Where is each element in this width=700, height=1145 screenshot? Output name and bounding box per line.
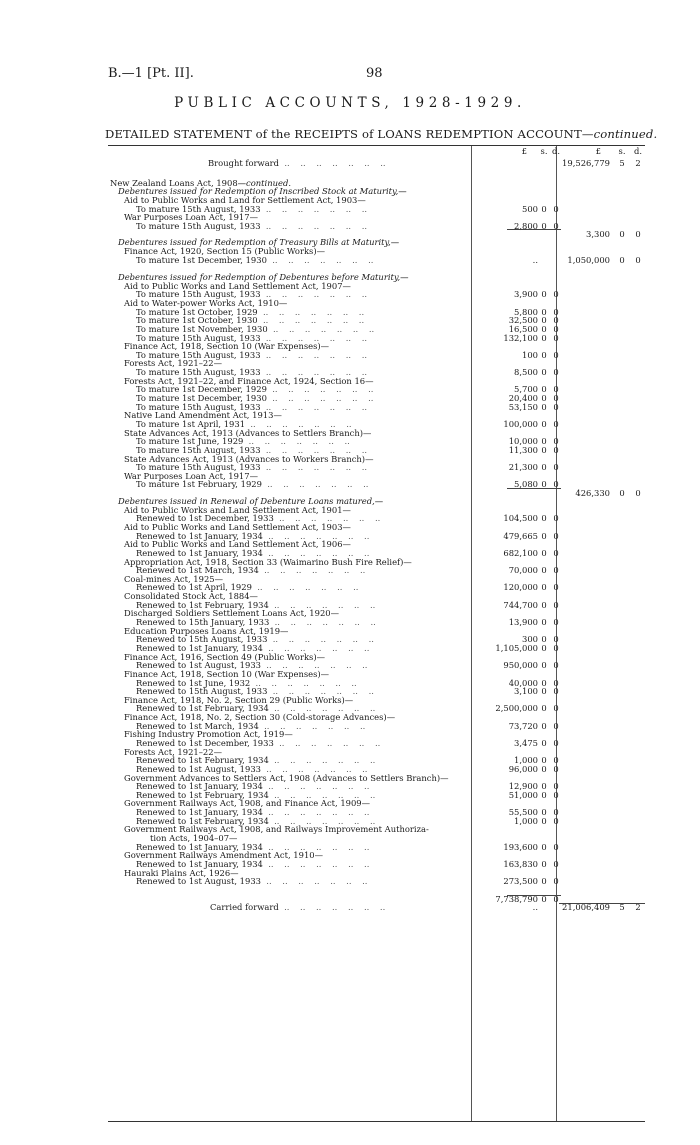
- amount-shillings: 0: [541, 306, 547, 317]
- amount-pence: 0: [553, 384, 559, 395]
- leader-dots: .. .. .. .. .. .. ..: [250, 677, 357, 688]
- row-label: Renewed to 1st January, 1934 .. .. .. .. .. .. ..: [136, 781, 370, 792]
- amount-shillings: 0: [541, 763, 547, 774]
- amount-pounds: 3,475: [514, 738, 538, 748]
- amount-shillings: 0: [541, 401, 547, 412]
- amount-pence: 0: [553, 677, 559, 688]
- amount-shillings: 0: [541, 289, 547, 300]
- amount-pence: 0: [553, 789, 559, 800]
- amount-pounds: 193,600: [503, 841, 538, 852]
- total-shillings: 0: [619, 229, 625, 240]
- leader-dots: .. .. .. .. .. .. ..: [267, 323, 375, 334]
- amount-shillings: 0: [541, 220, 547, 231]
- total-pence: 2: [635, 902, 641, 913]
- amount-shillings: 0: [541, 332, 547, 343]
- amount-pounds: 300: [522, 634, 538, 645]
- row-label: Aid to Public Works and Land Settlement Act, 1906—: [124, 539, 351, 550]
- amount-shillings: 0: [541, 893, 547, 904]
- leader-dots: .. .. .. .. .. .. ..: [279, 158, 386, 168]
- amount-pounds: 73,720: [508, 720, 538, 731]
- page-reference: B.—1 [Pt. II].: [108, 66, 194, 81]
- leader-dots: .. .. .. .. .. .. ..: [266, 384, 374, 395]
- row-label: Debentures issued for Redemption of Inscribed Stock at Maturity,—: [118, 186, 407, 197]
- leader-dots: .. .. .. .. .. .. ..: [278, 902, 386, 913]
- document-title: PUBLIC ACCOUNTS, 1928-1929.: [174, 95, 526, 111]
- leader-dots: .. .. .. .. .. .. ..: [251, 582, 359, 593]
- row-label: Renewed to 1st August, 1933 .. .. .. .. .. .. ..: [136, 660, 368, 671]
- leader-dots: .. .. .. .. .. .. ..: [273, 513, 381, 524]
- row-label: To mature 1st April, 1931 .. .. .. .. .. .. ..: [136, 418, 352, 429]
- amount-pence: 0: [553, 876, 559, 887]
- row-label: Debentures issued for Redemption of Treasury Bills at Maturity,—: [118, 237, 400, 248]
- amount-shillings: 0: [541, 720, 547, 731]
- amount-shillings: 0: [541, 203, 547, 214]
- amount-shillings: 0: [541, 781, 547, 792]
- amount-shillings: 0: [541, 807, 547, 818]
- leader-dots: .. .. .. .. .. .. ..: [260, 462, 368, 473]
- amount-shillings: 0: [541, 876, 547, 887]
- row-label: Aid to Water-power Works Act, 1910—: [124, 297, 288, 308]
- amount-pence: 0: [553, 781, 559, 792]
- amount-shillings: 0: [541, 789, 547, 800]
- col-pence-heading: d.: [633, 146, 643, 156]
- leader-dots: .. .. .. .. .. .. ..: [260, 349, 368, 360]
- amount-shillings: 0: [541, 815, 547, 826]
- amount-shillings: 0: [541, 315, 547, 326]
- row-label: Aid to Public Works and Land Settlement Act, 1903—: [124, 521, 351, 532]
- row-label: Debentures issued in Renewal of Debenture Loans matured,—: [118, 496, 384, 507]
- row-label: Renewed to 1st February, 1934 .. .. .. .. .. .. ..: [136, 815, 376, 826]
- total-pounds: 3,300: [586, 229, 610, 240]
- row-label: Native Land Amendment Act, 1913—: [124, 410, 282, 421]
- total-shillings: 5: [619, 158, 625, 168]
- amount-shillings: 0: [541, 565, 547, 576]
- amount-pounds: 21,300: [508, 462, 538, 473]
- amount-pounds: 273,500: [503, 876, 538, 887]
- amount-pence: 0: [553, 841, 559, 852]
- row-label: Aid to Public Works and Land Settlement Act, 1907—: [124, 280, 351, 291]
- leader-dots: .. .. .. .. .. .. ..: [268, 703, 376, 714]
- leader-dots: .. .. .. .. .. .. ..: [261, 479, 369, 490]
- row-label: To mature 1st February, 1929 .. .. .. .. .. .. ..: [136, 479, 369, 490]
- amount-pence: 0: [553, 686, 559, 697]
- row-label: Finance Act, 1920, Section 15 (Public Works)—: [124, 246, 325, 257]
- amount-shillings: 0: [541, 513, 547, 524]
- amount-pence: 0: [553, 617, 559, 628]
- total-pounds: 1,050,000: [567, 254, 610, 265]
- table-row: [110, 877, 645, 886]
- row-label: Renewed to 1st January, 1934 .. .. .. .. .. .. ..: [136, 858, 370, 869]
- amount-shillings: 0: [541, 686, 547, 697]
- amount-pence: 0: [553, 582, 559, 593]
- row-label: War Purposes Loan Act, 1917—: [124, 212, 258, 223]
- leader-dots: .. .. .. .. .. .. ..: [268, 599, 376, 610]
- total-pounds: 19,526,779: [562, 158, 610, 168]
- amount-pounds: 8,500: [514, 367, 538, 378]
- amount-pounds: 132,100: [503, 332, 538, 343]
- row-label: To mature 1st December, 1930 .. .. .. .. .. .. ..: [136, 393, 374, 404]
- leader-dots: .. .. .. .. .. .. ..: [257, 306, 365, 317]
- leader-dots: .. .. .. .. .. .. ..: [260, 763, 368, 774]
- amount-pounds: 20,400: [508, 393, 538, 404]
- leader-dots: .. .. .. .. .. .. ..: [267, 634, 374, 645]
- row-label: Consolidated Stock Act, 1884—: [124, 591, 258, 602]
- row-label: Hauraki Plains Act, 1926—: [124, 867, 239, 878]
- row-label: Renewed to 1st December, 1933 .. .. .. .. .. .. ..: [136, 738, 381, 748]
- row-label: Renewed to 1st April, 1929 .. .. .. .. .. .. ..: [136, 582, 359, 593]
- leader-dots: .. .. .. .. .. .. ..: [243, 436, 350, 447]
- leader-dots: .. .. .. .. .. .. ..: [262, 841, 370, 852]
- row-label: Brought forward .. .. .. .. .. .. ..: [208, 158, 386, 168]
- amount-pounds: 5,800: [514, 306, 538, 317]
- row-label: To mature 15th August, 1933 .. .. .. .. .. .. ..: [136, 401, 368, 412]
- amount-shillings: 0: [541, 444, 547, 455]
- amount-pence: 0: [553, 401, 559, 412]
- amount-pence: 0: [553, 315, 559, 326]
- amount-pounds: 1,105,000: [495, 642, 538, 653]
- row-label: To mature 1st December, 1929 .. .. .. .. .. .. ..: [136, 384, 374, 395]
- page-number: 98: [366, 66, 383, 81]
- amount-shillings: 0: [541, 393, 547, 404]
- amount-pounds: 500: [522, 203, 538, 214]
- act-name: New Zealand Loans Act, 1908: [110, 177, 238, 188]
- leader-dots: .. .. .. .. .. .. ..: [260, 660, 368, 671]
- leader-dots: .. .. .. .. .. .. ..: [268, 755, 376, 766]
- row-label: Renewed to 1st June, 1932 .. .. .. .. .. .. ..: [136, 677, 357, 688]
- leader-dots: .. .. .. .. .. .. ..: [268, 815, 376, 826]
- amount-pounds: 104,500: [503, 513, 538, 524]
- row-label: Renewed to 1st January, 1934 .. .. .. .. .. .. ..: [136, 841, 370, 852]
- total-shillings: 5: [619, 902, 625, 913]
- total-pounds: 426,330: [575, 488, 610, 499]
- amount-pounds: 100: [522, 349, 538, 360]
- subtotal-rule: [507, 229, 561, 230]
- amount-pounds: 3,900: [514, 289, 538, 300]
- amount-pounds: 1,000: [514, 815, 538, 826]
- row-label: Renewed to 1st February, 1934 .. .. .. .. .. .. ..: [136, 599, 376, 610]
- amount-pence: 0: [553, 530, 559, 541]
- amount-pounds: 682,100: [503, 547, 538, 558]
- row-label: To mature 1st October, 1929 .. .. .. .. .. .. ..: [136, 306, 365, 317]
- amount-pounds: 1,000: [514, 755, 538, 766]
- amount-pence: 0: [553, 203, 559, 214]
- total-pence: 2: [635, 158, 641, 168]
- table-top-rule: [108, 145, 645, 146]
- row-label: Aid to Public Works and Land for Settlement Act, 1903—: [124, 194, 366, 205]
- amount-pounds: 70,000: [508, 565, 538, 576]
- amount-shillings: 0: [541, 642, 547, 653]
- row-label: State Advances Act, 1913 (Advances to Settlers Branch)—: [124, 427, 372, 438]
- amount-pounds: 16,500: [508, 323, 538, 334]
- amount-shillings: 0: [541, 617, 547, 628]
- amount-shillings: 0: [541, 323, 547, 334]
- table-row: [110, 886, 645, 895]
- leader-dots: .. .. .. .. .. .. ..: [266, 254, 374, 265]
- row-label: Renewed to 1st December, 1933 .. .. .. .. .. .. ..: [136, 513, 381, 524]
- amount-pounds: 55,500: [508, 807, 538, 818]
- row-label: Carried forward .. .. .. .. .. .. ..: [210, 902, 386, 913]
- amount-pence: 0: [553, 479, 559, 490]
- amount-shillings: 0: [541, 738, 547, 748]
- amount-pounds: 51,000: [508, 789, 538, 800]
- row-label: Renewed to 15th August, 1933 .. .. .. .. .. .. ..: [136, 686, 374, 697]
- amount-shillings: 0: [541, 462, 547, 473]
- leader-dots: .. .. .. .. .. .. ..: [273, 738, 381, 748]
- amount-shillings: 0: [541, 418, 547, 429]
- amount-pounds: 2,800: [514, 220, 538, 231]
- row-label: To mature 1st October, 1930 .. .. .. .. .. .. ..: [136, 315, 365, 326]
- row-label: Debentures issued for Redemption of Debentures before Maturity,—: [118, 272, 409, 283]
- amount-pence: 0: [553, 547, 559, 558]
- amount-pounds: 2,500,000: [495, 703, 538, 714]
- amount-pounds: 100,000: [503, 418, 538, 429]
- row-label: Renewed to 1st February, 1934 .. .. .. .. .. .. ..: [136, 703, 376, 714]
- amount-shillings: 0: [541, 703, 547, 714]
- row-label: Renewed to 1st August, 1933 .. .. .. .. .. .. ..: [136, 876, 368, 887]
- amount-shillings: 0: [541, 634, 547, 645]
- amount-pence: 0: [553, 807, 559, 818]
- amount-shillings: 0: [541, 384, 547, 395]
- statement-subtitle: [105, 127, 657, 141]
- row-label: Coal-mines Act, 1925—: [124, 573, 223, 584]
- row-label: Renewed to 15th August, 1933 .. .. .. .. .. .. ..: [136, 634, 374, 645]
- total-shillings: 0: [619, 488, 625, 499]
- col-pounds-heading: £: [521, 146, 527, 156]
- row-label: Appropriation Act, 1918, Section 33 (Waimarino Bush Fire Relief)—: [124, 556, 412, 567]
- amount-pounds: 7,738,790: [495, 893, 538, 904]
- amount-shillings: 0: [541, 436, 547, 447]
- table-row: [110, 159, 645, 170]
- amount-pence: 0: [553, 306, 559, 317]
- amount-pence: 0: [553, 642, 559, 653]
- row-label: Forests Act, 1921–22, and Finance Act, 1924, Section 16—: [124, 375, 374, 386]
- amount-pence: 0: [553, 599, 559, 610]
- row-label: Finance Act, 1918, No. 2, Section 29 (Public Works)—: [124, 694, 354, 705]
- amount-pounds: ..: [532, 254, 538, 265]
- row-label: To mature 15th August, 1933 .. .. .. .. .. .. ..: [136, 349, 368, 360]
- leader-dots: .. .. .. .. .. .. ..: [245, 418, 352, 429]
- amount-pence: 0: [553, 763, 559, 774]
- row-label: Renewed to 1st February, 1934 .. .. .. .. .. .. ..: [136, 755, 376, 766]
- row-label: Government Railways Amendment Act, 1910—: [124, 850, 323, 861]
- amount-pence: 0: [553, 565, 559, 576]
- amount-shillings: 0: [541, 547, 547, 558]
- leader-dots: .. .. .. .. .. .. ..: [262, 642, 370, 653]
- leader-dots: .. .. .. .. .. .. ..: [260, 203, 368, 214]
- amount-pounds: 5,080: [514, 479, 538, 490]
- table-row: [110, 256, 645, 265]
- leader-dots: .. .. .. .. .. .. ..: [268, 789, 376, 800]
- amount-shillings: 0: [541, 479, 547, 490]
- row-label: Aid to Public Works and Land Settlement Act, 1901—: [124, 504, 351, 515]
- col-pounds-heading: £: [595, 146, 601, 156]
- leader-dots: .. .. .. .. .. .. ..: [269, 617, 376, 628]
- amount-shillings: 0: [541, 677, 547, 688]
- amount-pounds: 10,000: [508, 436, 538, 447]
- col-shillings-heading: s.: [540, 146, 548, 156]
- row-label: Renewed to 1st January, 1934 .. .. .. .. .. .. ..: [136, 642, 370, 653]
- amount-pence: 0: [553, 893, 559, 904]
- leader-dots: .. .. .. .. .. .. ..: [267, 686, 374, 697]
- amount-pounds: 163,830: [503, 858, 538, 869]
- amount-shillings: 0: [541, 582, 547, 593]
- col-shillings-heading: s.: [618, 146, 626, 156]
- leader-dots: .. .. .. .. .. .. ..: [260, 289, 368, 300]
- amount-pounds: 96,000: [508, 763, 538, 774]
- amount-pence: 0: [553, 367, 559, 378]
- amount-pence: 0: [553, 738, 559, 748]
- amount-shillings: 0: [541, 858, 547, 869]
- amount-pounds: 744,700: [503, 599, 538, 610]
- row-label: Renewed to 1st January, 1934 .. .. .. .. .. .. ..: [136, 547, 370, 558]
- row-label: To mature 15th August, 1933 .. .. .. .. .. .. ..: [136, 367, 368, 378]
- amount-pounds: 40,000: [508, 677, 538, 688]
- amount-pounds: 13,900: [508, 617, 538, 628]
- leader-dots: .. .. .. .. .. .. ..: [260, 332, 368, 343]
- amount-pence: 0: [553, 815, 559, 826]
- amount-pence: 0: [553, 462, 559, 473]
- table-row: [110, 222, 645, 231]
- row-label: To mature 15th August, 1933 .. .. .. .. .. .. ..: [136, 462, 368, 473]
- table-row: [110, 480, 645, 489]
- leader-dots: .. .. .. .. .. .. ..: [262, 858, 370, 869]
- row-label: Renewed to 15th January, 1933 .. .. .. .. .. .. ..: [136, 617, 376, 628]
- amount-shillings: 0: [541, 841, 547, 852]
- table-row: [110, 903, 645, 914]
- row-label: tion Acts, 1904–07—: [150, 833, 238, 844]
- leader-dots: .. .. .. .. .. .. ..: [262, 547, 370, 558]
- amount-pence: 0: [553, 755, 559, 766]
- row-label: Forests Act, 1921–22—: [124, 746, 222, 757]
- leader-dots: .. .. .. .. .. .. ..: [260, 876, 368, 887]
- leader-dots: .. .. .. .. .. .. ..: [262, 781, 370, 792]
- amount-pence: 0: [553, 393, 559, 404]
- subtitle-main: DETAILED STATEMENT of the RECEIPTS of LOANS REDEMPTION ACCOUNT—: [105, 127, 594, 141]
- subtitle-continued: continued.: [593, 127, 658, 141]
- table-bottom-rule: [108, 1121, 645, 1122]
- amount-pence: 0: [553, 220, 559, 231]
- amount-pounds: 120,000: [503, 582, 538, 593]
- leader-dots: .. .. .. .. .. .. ..: [258, 720, 366, 731]
- total-pence: 0: [635, 488, 641, 499]
- amount-pence: 0: [553, 858, 559, 869]
- continued-label: —continued.: [237, 177, 291, 188]
- row-label: State Advances Act, 1913 (Advances to Workers Branch)—: [124, 453, 374, 464]
- row-label: Renewed to 1st January, 1934 .. .. .. .. .. .. ..: [136, 530, 370, 541]
- amount-shillings: 0: [541, 530, 547, 541]
- row-label: To mature 1st June, 1929 .. .. .. .. .. .. ..: [136, 436, 350, 447]
- leader-dots: .. .. .. .. .. .. ..: [260, 444, 368, 455]
- amount-pence: 0: [553, 323, 559, 334]
- amount-pounds: 32,500: [508, 315, 538, 326]
- leader-dots: .. .. .. .. .. .. ..: [260, 220, 368, 231]
- amount-pounds: 12,900: [508, 781, 538, 792]
- amount-pence: 0: [553, 634, 559, 645]
- row-label: To mature 15th August, 1933 .. .. .. .. .. .. ..: [136, 289, 368, 300]
- row-label: Finance Act, 1918, Section 10 (War Expenses)—: [124, 341, 330, 352]
- amount-pence: 0: [553, 332, 559, 343]
- row-label: Renewed to 1st January, 1934 .. .. .. .. .. .. ..: [136, 807, 370, 818]
- amount-shillings: 0: [541, 349, 547, 360]
- row-label: Renewed to 1st March, 1934 .. .. .. .. .. .. ..: [136, 720, 366, 731]
- amount-pence: 0: [553, 289, 559, 300]
- row-label: To mature 15th August, 1933 .. .. .. .. .. .. ..: [136, 203, 368, 214]
- total-pence: 0: [635, 254, 641, 265]
- total-pence: 0: [635, 229, 641, 240]
- row-label: Discharged Soldiers Settlement Loans Act, 1920—: [124, 608, 339, 619]
- row-label: Renewed to 1st February, 1934 .. .. .. .. .. .. ..: [136, 789, 376, 800]
- row-label: Government Railways Act, 1908, and Railways Improvement Authoriza-: [124, 824, 429, 835]
- row-label: Finance Act, 1918, Section 10 (War Expenses)—: [124, 668, 330, 679]
- row-label: Renewed to 1st August, 1933 .. .. .. .. .. .. ..: [136, 763, 368, 774]
- amount-pounds: 3,100: [514, 686, 538, 697]
- leader-dots: .. .. .. .. .. .. ..: [257, 315, 365, 326]
- leader-dots: .. .. .. .. .. .. ..: [260, 367, 368, 378]
- amount-pence: 0: [553, 513, 559, 524]
- statement-table: [110, 147, 645, 914]
- amount-pence: 0: [553, 436, 559, 447]
- total-shillings: 0: [619, 254, 625, 265]
- amount-pounds: 950,000: [503, 660, 538, 671]
- row-label: Forests Act, 1921–22—: [124, 358, 222, 369]
- leader-dots: .. .. .. .. .. .. ..: [262, 530, 370, 541]
- amount-pence: 0: [553, 349, 559, 360]
- subtotal-rule: [507, 488, 561, 489]
- col-pence-heading: d.: [551, 146, 561, 156]
- row-label: To mature 15th August, 1933 .. .. .. .. .. .. ..: [136, 220, 368, 231]
- amount-pence: 0: [553, 418, 559, 429]
- leader-dots: .. .. .. .. .. .. ..: [266, 393, 374, 404]
- row-label: To mature 15th August, 1933 .. .. .. .. .. .. ..: [136, 332, 368, 343]
- amount-shillings: 0: [541, 660, 547, 671]
- leader-dots: .. .. .. .. .. .. ..: [260, 401, 368, 412]
- total-pounds: 21,006,409: [562, 902, 610, 913]
- row-label: Finance Act, 1918, No. 2, Section 30 (Cold-storage Advances)—: [124, 712, 396, 723]
- amount-pounds: 11,300: [508, 444, 538, 455]
- row-label: Government Railways Act, 1908, and Finance Act, 1909—: [124, 798, 371, 809]
- leader-dots: .. .. .. .. .. .. ..: [262, 807, 370, 818]
- amount-pounds: 53,150: [508, 401, 538, 412]
- amount-shillings: 0: [541, 367, 547, 378]
- row-label: Fishing Industry Promotion Act, 1919—: [124, 729, 293, 740]
- amount-pence: 0: [553, 703, 559, 714]
- amount-pounds: 5,700: [514, 384, 538, 395]
- amount-pence: 0: [553, 444, 559, 455]
- amount-pence: 0: [553, 720, 559, 731]
- row-label: Renewed to 1st March, 1934 .. .. .. .. .. .. ..: [136, 565, 366, 576]
- row-label: Government Advances to Settlers Act, 1908 (Advances to Settlers Branch)—: [124, 772, 449, 783]
- row-label: To mature 1st November, 1930 .. .. .. .. .. .. ..: [136, 323, 375, 334]
- amount-pounds: 479,665: [503, 530, 538, 541]
- row-label: War Purposes Loan Act, 1917—: [124, 470, 258, 481]
- amount-shillings: 0: [541, 599, 547, 610]
- leader-dots: .. .. .. .. .. .. ..: [258, 565, 366, 576]
- row-label: To mature 1st December, 1930 .. .. .. .. .. .. ..: [136, 254, 374, 265]
- row-label: To mature 15th August, 1933 .. .. .. .. .. .. ..: [136, 444, 368, 455]
- row-label: Education Purposes Loans Act, 1919—: [124, 625, 289, 636]
- amount-pence: 0: [553, 660, 559, 671]
- amount-shillings: 0: [541, 755, 547, 766]
- row-label: Finance Act, 1916, Section 49 (Public Works)—: [124, 651, 325, 662]
- amount-pounds: ..: [532, 902, 538, 913]
